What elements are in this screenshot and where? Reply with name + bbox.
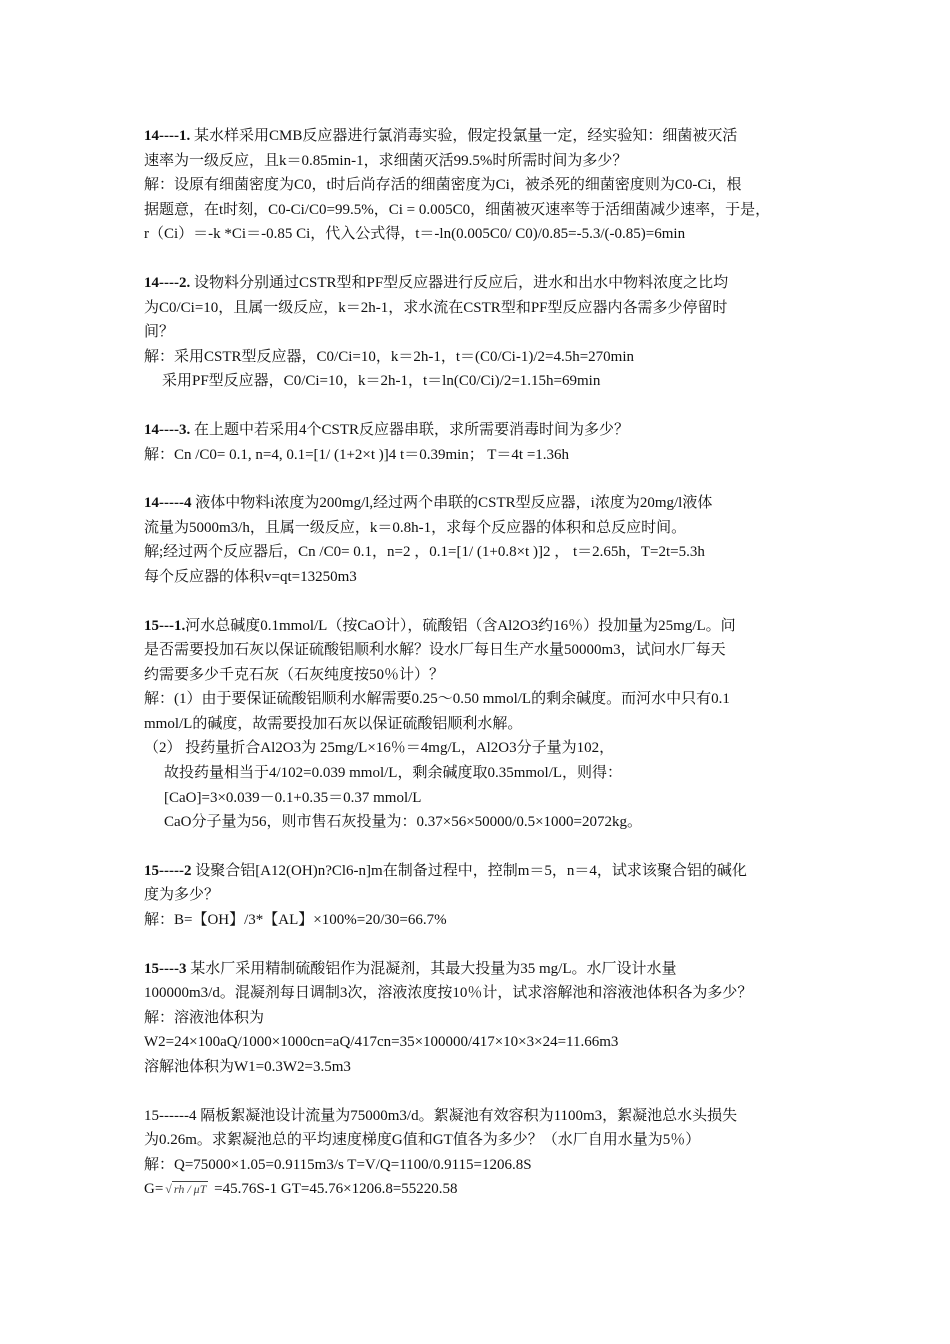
problem-14-3 <box>144 418 824 467</box>
answer-line: [CaO]=3×0.039－0.1+0.35＝0.37 mmol/L <box>164 789 422 806</box>
problem-14-4 <box>144 491 824 589</box>
answer-line: W2=24×100aQ/1000×1000cn=aQ/417cn=35×100000/417×10×3×24=11.66m3 <box>144 1034 619 1051</box>
problem-number: 14----2. <box>144 274 191 291</box>
problem-15-4 <box>144 1104 824 1202</box>
answer-line: r（Ci）＝-k *Ci＝-0.85 Ci，代入公式得，t＝-ln(0.005C0/ C0)/0.85=-5.3/(-0.85)=6min <box>144 226 686 243</box>
question-line: 15------4 隔板絮凝池设计流量为75000m3/d。絮凝池有效容积为1100m3，絮凝池总水头损失 <box>144 1107 738 1124</box>
answer-line: 采用PF型反应器，C0/Ci=10，k＝2h-1，t＝ln(C0/Ci)/2=1.15h=69min <box>162 373 601 390</box>
problem-14-2 <box>144 271 824 394</box>
answer-line: 解：Cn /C0= 0.1, n=4, 0.1=[1/ (1+2×t )]4 t＝0.39min； T＝4t =1.36h <box>144 446 570 463</box>
problem-number: 15---1. <box>144 617 186 634</box>
question-line: 流量为5000m3/h，且属一级反应，k＝0.8h-1，求每个反应器的体积和总反应时间。 <box>144 519 687 536</box>
question-line: 是否需要投加石灰以保证硫酸铝顺利水解？设水厂每日生产水量50000m3，试问水厂每天 <box>144 642 726 659</box>
answer-line: 解：B=【OH】/3*【AL】×100%=20/30=66.7% <box>144 912 447 929</box>
question-line: 14-----4 液体中物料i浓度为200mg/l,经过两个串联的CSTR型反应器，i浓度为20mg/l液体 <box>144 495 713 512</box>
problem-number: 14----3. <box>144 421 191 438</box>
problem-number: 14-----4 <box>144 495 192 512</box>
problem-number: 15------4 <box>144 1107 197 1124</box>
question-line: 度为多少？ <box>144 887 220 904</box>
problem-number: 14----1. <box>144 128 191 144</box>
question-line: 15----3 某水厂采用精制硫酸铝作为混凝剂，其最大投量为35 mg/L。水厂设计水量 <box>144 960 677 977</box>
answer-line: mmol/L的碱度，故需要投加石灰以保证硫酸铝顺利水解。 <box>144 715 523 732</box>
answer-line: G= √ rh / μT =45.76S-1 GT=45.76×1206.8=55220.58 <box>144 1177 824 1202</box>
problem-15-3 <box>144 957 824 1080</box>
answer-line: 解;经过两个反应器后，Cn /C0= 0.1，n=2 ，0.1=[1/ (1+0.8×t )]2 ， t＝2.65h，T=2t=5.3h <box>144 544 705 561</box>
problem-14-1 <box>144 124 824 247</box>
answer-line: 解：(1）由于要保证硫酸铝顺利水解需要0.25～0.50 mmol/L的剩余碱度。而河水中只有0.1 <box>144 691 730 708</box>
square-root-formula: √ rh / μT <box>165 1182 207 1197</box>
answer-line: 溶解池体积为W1=0.3W2=3.5m3 <box>144 1059 351 1075</box>
question-line: 速率为一级反应，且k＝0.85min-1，求细菌灭活99.5%时所需时间为多少？ <box>144 152 628 169</box>
answer-line: （2） 投药量折合Al2O3为 25mg/L×16％＝4mg/L，Al2O3分子量为102， <box>144 740 615 757</box>
problem-15-2 <box>144 859 824 933</box>
question-line: 为C0/Ci=10，且属一级反应，k＝2h-1，求水流在CSTR型和PF型反应器内各需多少停留时 <box>144 299 728 316</box>
answer-line: 解：Q=75000×1.05=0.9115m3/s T=V/Q=1100/0.9115=1206.8S <box>144 1156 532 1173</box>
answer-line: 解：设原有细菌密度为C0，t时后尚存活的细菌密度为Ci，被杀死的细菌密度则为C0-Ci，根 <box>144 177 742 194</box>
question-line: 15-----2 设聚合铝[A12(OH)n?Cl6-n]m在制备过程中，控制m＝5，n＝4，试求该聚合铝的碱化 <box>144 862 747 879</box>
answer-line: 故投药量相当于4/102=0.039 mmol/L，剩余碱度取0.35mmol/L，则得： <box>164 765 623 782</box>
question-line: 14----2. 设物料分别通过CSTR型和PF型反应器进行反应后，进水和出水中物料浓度之比均 <box>144 274 729 291</box>
answer-line: 解：溶液池体积为 <box>144 1009 265 1026</box>
document-page <box>144 124 824 1226</box>
question-line: 15---1.河水总碱度0.1mmol/L（按CaO计），硫酸铝（含Al2O3约16％）投加量为25mg/L。问 <box>144 617 736 634</box>
answer-line: 每个反应器的体积v=qt=13250m3 <box>144 568 357 585</box>
answer-line: CaO分子量为56，则市售石灰投量为：0.37×56×50000/0.5×1000=2072kg。 <box>164 814 643 831</box>
problem-number: 15----3 <box>144 960 187 977</box>
question-line: 100000m3/d。混凝剂每日调制3次，溶液浓度按10％计，试求溶解池和溶液池体积各为多少？ <box>144 985 753 1002</box>
question-line: 为0.26m。求絮凝池总的平均速度梯度G值和GT值各为多少？（水厂自用水量为5％） <box>144 1132 701 1149</box>
problem-15-1 <box>144 614 824 835</box>
answer-line: 据题意，在t时刻，C0-Ci/C0=99.5%，Ci = 0.005C0，细菌被灭速率等于活细菌减少速率，于是， <box>144 201 771 218</box>
question-line: 约需要多少千克石灰（石灰纯度按50％计）？ <box>144 666 445 683</box>
question-line: 间？ <box>144 324 175 341</box>
answer-line: 解：采用CSTR型反应器，C0/Ci=10，k＝2h-1，t＝(C0/Ci-1)/2=4.5h=270min <box>144 348 634 365</box>
question-line: 14----1. 某水样采用CMB反应器进行氯消毒实验，假定投氯量一定，经实验知：细菌被灭活 <box>144 128 738 144</box>
question-line: 14----3. 在上题中若采用4个CSTR反应器串联，求所需要消毒时间为多少？ <box>144 421 630 438</box>
problem-number: 15-----2 <box>144 862 192 879</box>
